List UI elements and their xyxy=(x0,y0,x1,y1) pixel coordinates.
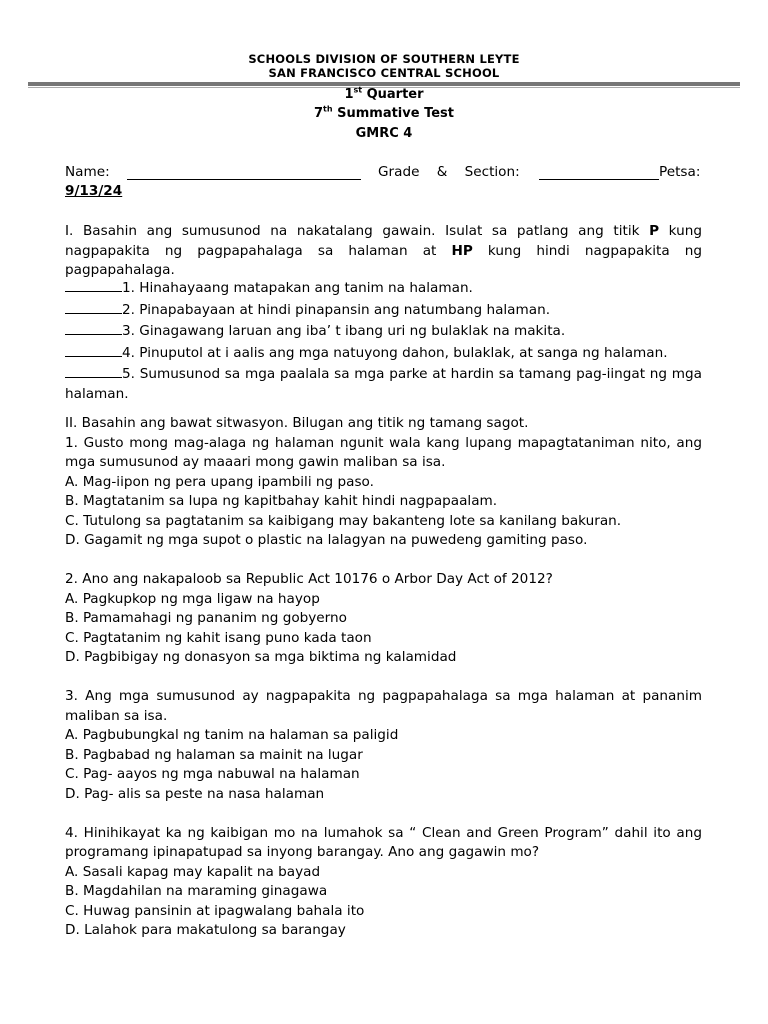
answer-blank[interactable] xyxy=(65,320,122,335)
answer-blank[interactable] xyxy=(65,277,122,292)
school-heading: SAN FRANCISCO CENTRAL SCHOOL xyxy=(268,66,500,80)
question-1: 1. Gusto mong mag-alaga ng halaman ngunit wala kang lupang mapagtataniman nito, ang mga sumusunod ay maaari mong gawin maliban sa isa. xyxy=(65,434,702,470)
header-rule xyxy=(28,82,740,86)
grade-section-label: Grade & Section: xyxy=(378,164,520,180)
choice-1b[interactable]: B. Magtatanim sa lupa ng kapitbahay kahit hindi nagpapaalam. xyxy=(65,493,498,509)
quarter-title: 1st Quarter xyxy=(344,85,424,102)
answer-blank[interactable] xyxy=(65,342,122,357)
list-item: 4. Pinuputol at i aalis ang mga natuyong dahon, bulaklak, at sanga ng halaman. xyxy=(65,342,702,364)
part1-instructions: I. Basahin ang sumusunod na nakatalang gawain. Isulat sa patlang ang titik P kung nagpapakita ng pagpapahalaga sa halaman at HP kung hindi nagpapakita ng pagpapahalaga. xyxy=(65,223,702,278)
choice-3a[interactable]: A. Pagbubungkal ng tanim na halaman sa paligid xyxy=(65,727,399,743)
choice-2c[interactable]: C. Pagtatanim ng kahit isang puno kada taon xyxy=(65,629,372,646)
answer-blank[interactable] xyxy=(65,363,122,378)
spacer xyxy=(65,804,702,824)
question-4: 4. Hinihikayat ka ng kaibigan mo na lumahok sa “ Clean and Green Program” dahil ito ang programang ipinapatupad sa inyong barangay. Ano ang gagawin mo? xyxy=(65,824,702,860)
choice-3c[interactable]: C. Pag- aayos ng mga nabuwal na halaman xyxy=(65,766,360,782)
choice-2a[interactable]: A. Pagkupkop ng mga ligaw na hayop xyxy=(65,590,320,607)
choice-4a[interactable]: A. Sasali kapag may kapalit na bayad xyxy=(65,863,321,880)
choice-1d[interactable]: D. Gagamit ng mga supot o plastic na lalagyan na puwedeng gamiting paso. xyxy=(65,532,588,548)
part1-items xyxy=(65,277,702,404)
choice-4c[interactable]: C. Huwag pansinin at ipagwalang bahala ito xyxy=(65,902,365,919)
list-item: 3. Ginagawang laruan ang iba’ t ibang uri ng bulaklak na makita. xyxy=(65,320,702,342)
test-title: 7th Summative Test xyxy=(314,104,454,121)
spacer xyxy=(65,668,702,688)
name-label: Name: xyxy=(65,164,110,180)
petsa-label: Petsa: xyxy=(659,164,701,180)
answer-blank[interactable] xyxy=(65,299,122,314)
choice-1c[interactable]: C. Tutulong sa pagtatanim sa kaibigang may bakanteng lote sa kanilang bakuran. xyxy=(65,512,622,529)
grade-section-blank[interactable] xyxy=(539,179,659,180)
name-blank[interactable] xyxy=(127,179,361,180)
choice-3d[interactable]: D. Pag- alis sa peste na nasa halaman xyxy=(65,785,325,802)
choice-2d[interactable]: D. Pagbibigay ng donasyon sa mga biktima ng kalamidad xyxy=(65,649,457,665)
list-item: 2. Pinapabayaan at hindi pinapansin ang natumbang halaman. xyxy=(65,299,702,321)
list-item: 5. Sumusunod sa mga paalala sa mga parke at hardin sa tamang pag-iingat ng mga halaman. xyxy=(65,363,702,404)
test-date: 9/13/24 xyxy=(65,183,123,199)
choice-4d[interactable]: D. Lalahok para makatulong sa barangay xyxy=(65,922,346,938)
choice-4b[interactable]: B. Magdahilan na maraming ginagawa xyxy=(65,883,328,899)
part2-section xyxy=(65,414,702,941)
spacer xyxy=(65,551,702,571)
subject-title: GMRC 4 xyxy=(355,126,413,141)
choice-1a[interactable]: A. Mag-iipon ng pera upang ipambili ng paso. xyxy=(65,473,374,490)
question-3: 3. Ang mga sumusunod ay nagpapakita ng pagpapahalaga sa mga halaman at pananim maliban sa isa. xyxy=(65,688,702,724)
choice-3b[interactable]: B. Pagbabad ng halaman sa mainit na lugar xyxy=(65,746,363,763)
question-2: 2. Ano ang nakapaloob sa Republic Act 10176 o Arbor Day Act of 2012? xyxy=(65,571,553,587)
part2-instructions: II. Basahin ang bawat sitwasyon. Bilugan ang titik ng tamang sagot. xyxy=(65,415,529,431)
student-info-row xyxy=(65,164,702,184)
list-item: 1. Hinahayaang matapakan ang tanim na halaman. xyxy=(65,277,702,299)
choice-2b[interactable]: B. Pamamahagi ng pananim ng gobyerno xyxy=(65,610,347,626)
division-heading: SCHOOLS DIVISION OF SOUTHERN LEYTE xyxy=(248,52,520,66)
